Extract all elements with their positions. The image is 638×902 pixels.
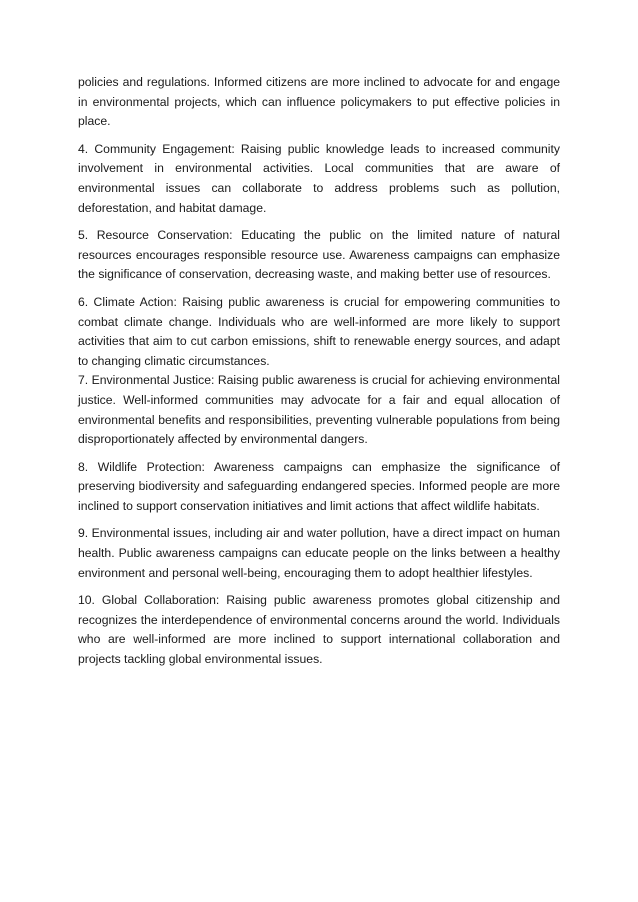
- paragraph-continuation: policies and regulations. Informed citizens are more inclined to advocate for and engage in environmental projects, which can influence policymakers to put effective policies in place.: [78, 75, 560, 129]
- document-body: [78, 73, 560, 678]
- paragraph-resource-conservation: 5. Resource Conservation: Educating the public on the limited nature of natural resources encourages responsible resource use. Awareness campaigns can emphasize the significance of conservation, decreasing waste, and making better use of resources.: [78, 228, 560, 282]
- paragraph-environmental-justice: 7. Environmental Justice: Raising public awareness is crucial for achieving environmental justice. Well-informed communities may advocate for a fair and equal allocation of environmental benefits and responsibilities, preventing vulnerable populations from being disproportionately affected by environmental dangers.: [78, 373, 560, 447]
- paragraph-climate-action: 6. Climate Action: Raising public awareness is crucial for empowering communities to combat climate change. Individuals who are well-informed are more likely to support activities that aim to cut carbon emissions, shift to renewable energy sources, and adapt to changing climatic circumstances.: [78, 294, 560, 368]
- paragraph-health: 9. Environmental issues, including air and water pollution, have a direct impact on human health. Public awareness campaigns can educate people on the links between a healthy environment and personal well-being, encouraging them to adopt healthier lifestyles.: [78, 526, 560, 580]
- paragraph-wildlife-protection: 8. Wildlife Protection: Awareness campaigns can emphasize the significance of preserving biodiversity and safeguarding endangered species. Informed people are more inclined to support conservation initiatives and limit actions that affect wildlife habitats.: [78, 459, 560, 513]
- paragraph-community-engagement: 4. Community Engagement: Raising public knowledge leads to increased community involvement in environmental activities. Local communities that are aware of environmental issues can collaborate to address problems such as pollution, deforestation, and habitat damage.: [78, 141, 560, 215]
- paragraph-global-collaboration: 10. Global Collaboration: Raising public awareness promotes global citizenship and recognizes the interdependence of environmental concerns around the world. Individuals who are well-informed are more inclined to support international collaboration and projects tackling global environmental issues.: [78, 593, 560, 667]
